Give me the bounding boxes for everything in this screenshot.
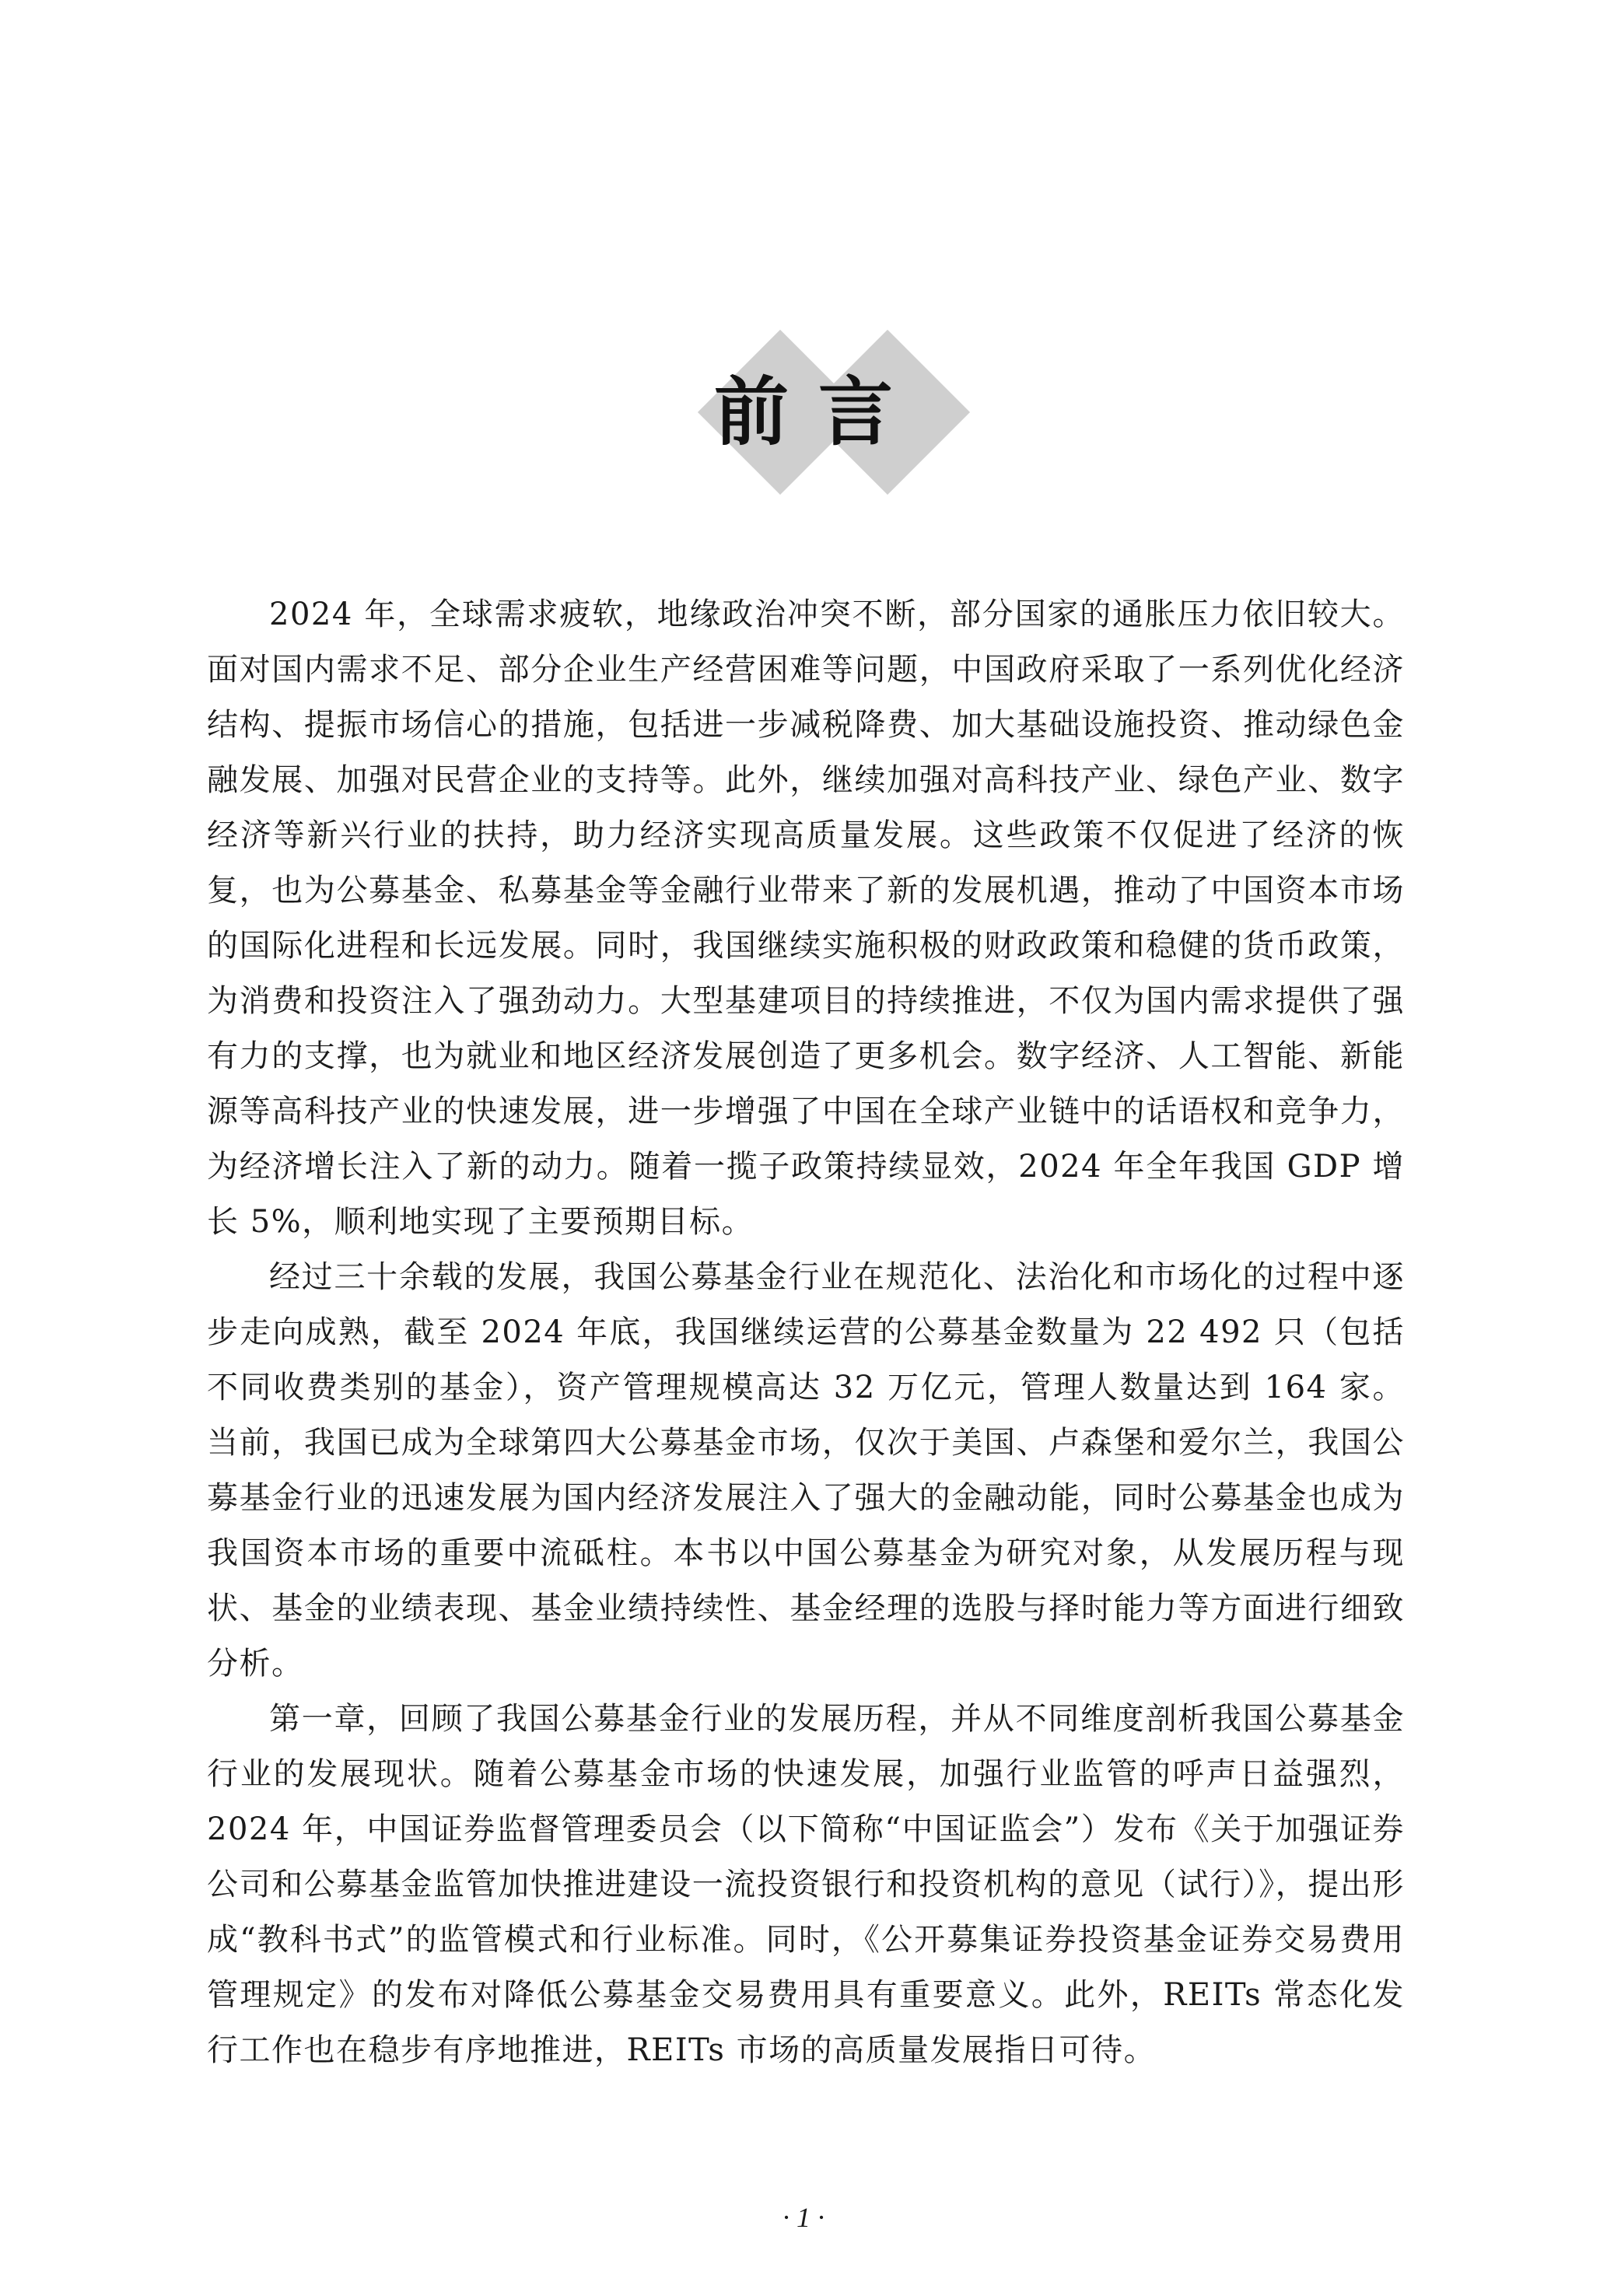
body-text — [207, 587, 1405, 2078]
page-title: 前言 — [714, 369, 923, 456]
paragraph-2: 经过三十余载的发展，我国公募基金行业在规范化、法治化和市场化的过程中逐步走向成熟，截至 2024 年底，我国继续运营的公募基金数量为 22 492 只（包括不同收费类别的基金），资产管理规模高达 32 万亿元，管理人数量达到 164 家。当前，我国已成为全球第四大公募基金市场，仅次于美国、卢森堡和爱尔兰，我国公募基金行业的迅速发展为国内经济发展注入了强大的金融动能，同时公募基金也成为我国资本市场的重要中流砥柱。本书以中国公募基金为研究对象，从发展历程与现状、基金的业绩表现、基金业绩持续性、基金经理的选股与择时能力等方面进行细致分析。 — [207, 1259, 1405, 1682]
paragraph-1: 2024 年，全球需求疲软，地缘政治冲突不断，部分国家的通胀压力依旧较大。面对国内需求不足、部分企业生产经营困难等问题，中国政府采取了一系列优化经济结构、提振市场信心的措施，包括进一步减税降费、加大基础设施投资、推动绿色金融发展、加强对民营企业的支持等。此外，继续加强对高科技产业、绿色产业、数字经济等新兴行业的扶持，助力经济实现高质量发展。这些政策不仅促进了经济的恢复，也为公募基金、私募基金等金融行业带来了新的发展机遇，推动了中国资本市场的国际化进程和长远发展。同时，我国继续实施积极的财政政策和稳健的货币政策，为消费和投资注入了强劲动力。大型基建项目的持续推进，不仅为国内需求提供了强有力的支撑，也为就业和地区经济发展创造了更多机会。数字经济、人工智能、新能源等高科技产业的快速发展，进一步增强了中国在全球产业链中的话语权和竞争力，为经济增长注入了新的动力。随着一揽子政策持续显效，2024 年全年我国 GDP 增长 5%，顺利地实现了主要预期目标。 — [207, 597, 1405, 1240]
paragraph-3: 第一章，回顾了我国公募基金行业的发展历程，并从不同维度剖析我国公募基金行业的发展现状。随着公募基金市场的快速发展，加强行业监管的呼声日益强烈，2024 年，中国证券监督管理委员会（以下简称“中国证监会”）发布《关于加强证券公司和公募基金监管加快推进建设一流投资银行和投资机构的意见（试行）》，提出形成“教科书式”的监管模式和行业标准。同时，《公开募集证券投资基金证券交易费用管理规定》的发布对降低公募基金交易费用具有重要意义。此外，REITs 常态化发行工作也在稳步有序地推进，REITs 市场的高质量发展指日可待。 — [207, 1701, 1405, 2068]
preface-heading — [0, 327, 1607, 498]
page-number: · 1 · — [782, 2202, 825, 2233]
